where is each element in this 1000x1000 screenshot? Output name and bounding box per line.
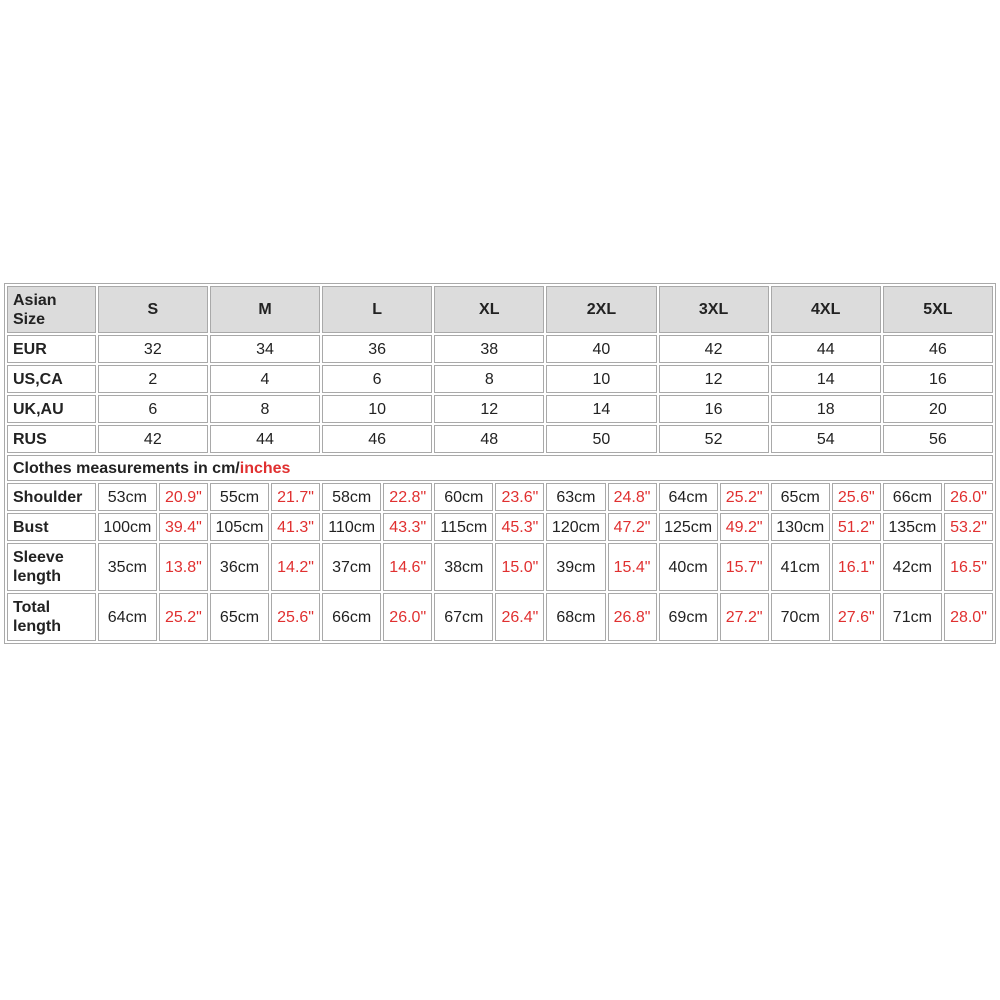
measurement-label: Shoulder [7,483,96,511]
inch-value-cell: 25.2" [159,593,208,641]
cm-value-cell: 38cm [434,543,493,591]
size-value-cell: 10 [546,365,656,393]
cm-value-cell: 36cm [210,543,269,591]
measurement-label: Sleeve length [7,543,96,591]
inch-value-cell: 41.3" [271,513,320,541]
cm-value-cell: 66cm [883,483,942,511]
cm-value-cell: 105cm [210,513,269,541]
size-value-cell: 42 [98,425,208,453]
inch-value-cell: 15.7" [720,543,769,591]
size-header-cell: 5XL [883,286,993,333]
inch-value-cell: 53.2" [944,513,993,541]
size-header-cell: 4XL [771,286,881,333]
cm-value-cell: 135cm [883,513,942,541]
size-value-cell: 54 [771,425,881,453]
size-header-cell: M [210,286,320,333]
cm-value-cell: 60cm [434,483,493,511]
cm-value-cell: 41cm [771,543,830,591]
inch-value-cell: 49.2" [720,513,769,541]
table-row [7,425,993,453]
table-row [7,543,993,591]
inch-value-cell: 47.2" [608,513,657,541]
inch-value-cell: 51.2" [832,513,881,541]
cm-value-cell: 55cm [210,483,269,511]
inch-value-cell: 39.4" [159,513,208,541]
inch-value-cell: 26.4" [495,593,544,641]
inch-value-cell: 22.8" [383,483,432,511]
inch-value-cell: 20.9" [159,483,208,511]
inch-value-cell: 16.5" [944,543,993,591]
size-header-cell: XL [434,286,544,333]
row-label: UK,AU [7,395,96,423]
size-value-cell: 6 [322,365,432,393]
table-row [7,483,993,511]
size-header-cell: L [322,286,432,333]
cm-value-cell: 125cm [659,513,718,541]
inch-value-cell: 26.0" [944,483,993,511]
size-value-cell: 16 [883,365,993,393]
inch-value-cell: 23.6" [495,483,544,511]
cm-value-cell: 64cm [98,593,157,641]
size-chart-table [4,283,996,644]
table-row [7,593,993,641]
inch-value-cell: 27.2" [720,593,769,641]
size-value-cell: 14 [771,365,881,393]
table-row [7,335,993,363]
size-header-cell: 3XL [659,286,769,333]
size-value-cell: 10 [322,395,432,423]
asian-size-label: Asian Size [7,286,96,333]
cm-value-cell: 110cm [322,513,381,541]
inch-value-cell: 25.2" [720,483,769,511]
inch-value-cell: 15.0" [495,543,544,591]
cm-value-cell: 64cm [659,483,718,511]
cm-value-cell: 53cm [98,483,157,511]
cm-value-cell: 39cm [546,543,605,591]
size-value-cell: 36 [322,335,432,363]
row-label: RUS [7,425,96,453]
inch-value-cell: 14.6" [383,543,432,591]
size-value-cell: 6 [98,395,208,423]
inch-value-cell: 13.8" [159,543,208,591]
size-value-cell: 14 [546,395,656,423]
cm-value-cell: 70cm [771,593,830,641]
inch-value-cell: 24.8" [608,483,657,511]
inch-value-cell: 25.6" [832,483,881,511]
row-label: US,CA [7,365,96,393]
cm-value-cell: 63cm [546,483,605,511]
size-value-cell: 12 [659,365,769,393]
inch-value-cell: 43.3" [383,513,432,541]
caption-inches: inches [239,459,291,477]
size-value-cell: 18 [771,395,881,423]
cm-value-cell: 42cm [883,543,942,591]
cm-value-cell: 120cm [546,513,605,541]
size-value-cell: 46 [883,335,993,363]
size-header-cell: 2XL [546,286,656,333]
table-row [7,395,993,423]
size-value-cell: 4 [210,365,320,393]
cm-value-cell: 69cm [659,593,718,641]
table-row [7,513,993,541]
size-value-cell: 32 [98,335,208,363]
size-value-cell: 38 [434,335,544,363]
inch-value-cell: 14.2" [271,543,320,591]
cm-value-cell: 58cm [322,483,381,511]
cm-value-cell: 65cm [210,593,269,641]
inch-value-cell: 15.4" [608,543,657,591]
inch-value-cell: 21.7" [271,483,320,511]
cm-value-cell: 67cm [434,593,493,641]
size-value-cell: 50 [546,425,656,453]
size-value-cell: 44 [210,425,320,453]
size-value-cell: 52 [659,425,769,453]
cm-value-cell: 100cm [98,513,157,541]
cm-value-cell: 66cm [322,593,381,641]
size-value-cell: 20 [883,395,993,423]
size-header-cell: S [98,286,208,333]
inch-value-cell: 26.0" [383,593,432,641]
size-value-cell: 46 [322,425,432,453]
inch-value-cell: 27.6" [832,593,881,641]
size-value-cell: 8 [210,395,320,423]
inch-value-cell: 28.0" [944,593,993,641]
size-value-cell: 48 [434,425,544,453]
cm-value-cell: 130cm [771,513,830,541]
size-value-cell: 2 [98,365,208,393]
inch-value-cell: 16.1" [832,543,881,591]
measurement-label: Bust [7,513,96,541]
inch-value-cell: 45.3" [495,513,544,541]
inch-value-cell: 26.8" [608,593,657,641]
cm-value-cell: 115cm [434,513,493,541]
size-value-cell: 56 [883,425,993,453]
size-value-cell: 8 [434,365,544,393]
size-value-cell: 12 [434,395,544,423]
cm-value-cell: 40cm [659,543,718,591]
size-value-cell: 42 [659,335,769,363]
size-value-cell: 40 [546,335,656,363]
caption-text: Clothes measurements in cm/ [13,459,240,477]
size-value-cell: 16 [659,395,769,423]
cm-value-cell: 35cm [98,543,157,591]
cm-value-cell: 65cm [771,483,830,511]
inch-value-cell: 25.6" [271,593,320,641]
measurements-caption [7,455,993,481]
size-value-cell: 34 [210,335,320,363]
table-row [7,365,993,393]
cm-value-cell: 71cm [883,593,942,641]
measurement-label: Total length [7,593,96,641]
cm-value-cell: 37cm [322,543,381,591]
size-value-cell: 44 [771,335,881,363]
measurements-caption-row [7,455,993,481]
size-header-row [7,286,993,333]
cm-value-cell: 68cm [546,593,605,641]
row-label: EUR [7,335,96,363]
